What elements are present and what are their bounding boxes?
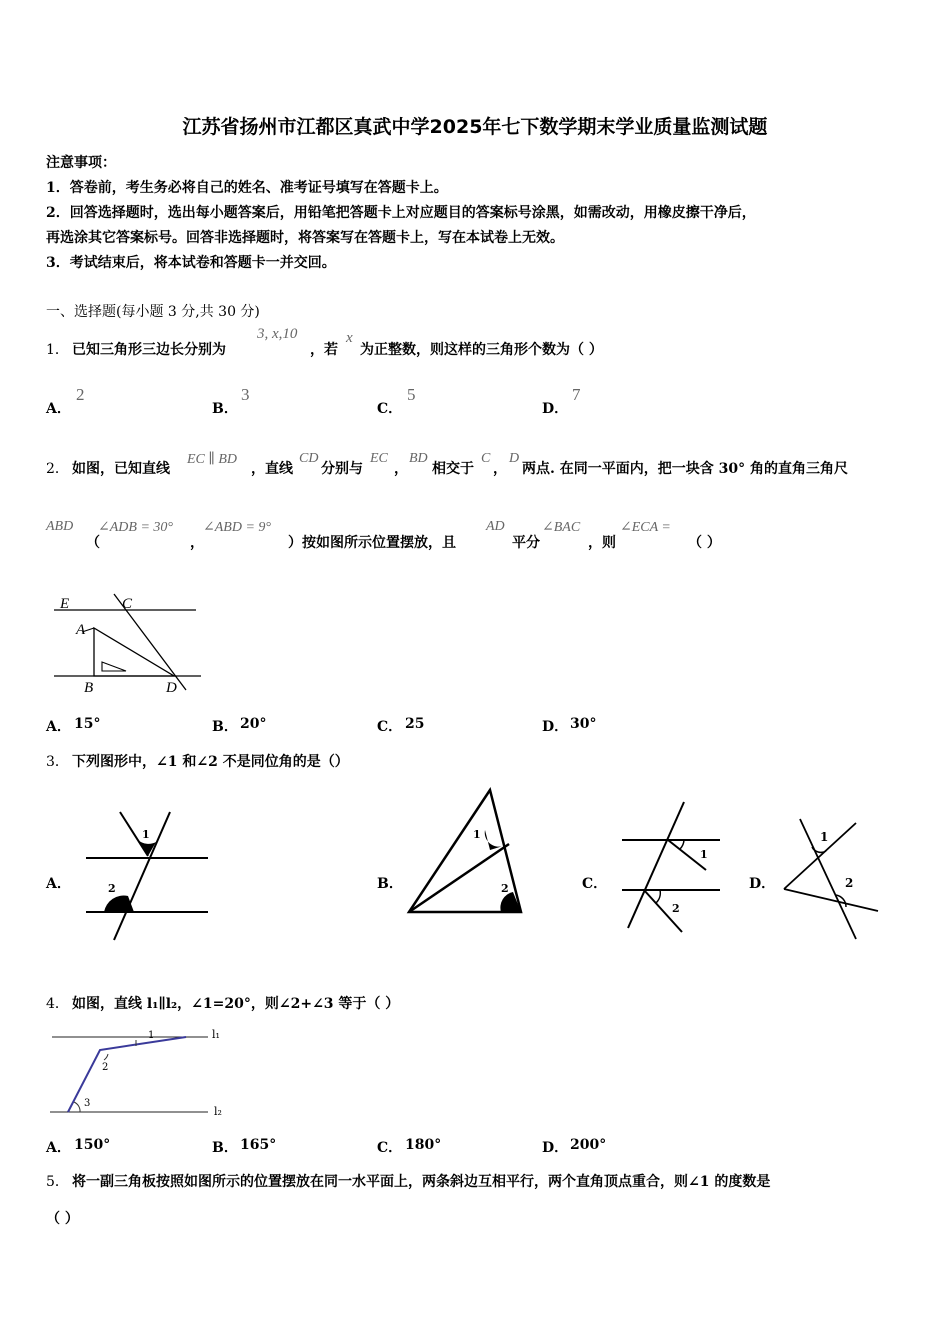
q5-text-2: （ ） xyxy=(46,1211,79,1227)
q4-option-c-value: 180° xyxy=(405,1137,442,1153)
q4-option-a-label[interactable]: A． xyxy=(46,1140,71,1156)
q1-math: 3, x,10 xyxy=(257,326,298,342)
q2-math: ∠ABD = 9° xyxy=(203,520,271,535)
q5-text: 将一副三角板按照如图所示的位置摆放在同一水平面上，两条斜边互相平行，两个直角顶点重合，则∠1 的度数是 xyxy=(72,1174,771,1190)
q2-math: AD xyxy=(486,519,505,534)
q3-text: 下列图形中，∠1 和∠2 不是同位角的是（） xyxy=(72,754,349,770)
section-heading: 一、选择题(每小题 3 分,共 30 分) xyxy=(46,304,260,320)
q2-math: CD xyxy=(299,451,319,466)
page-title: 江苏省扬州市江都区真武中学2025年七下数学期末学业质量监测试题 xyxy=(182,116,768,138)
notice-item: 1．答卷前，考生务必将自己的姓名、准考证号填写在答题卡上。 xyxy=(46,180,448,196)
q3-option-b-label[interactable]: B． xyxy=(377,876,403,892)
q3-number: 3． xyxy=(46,754,69,770)
q2-math: BD xyxy=(409,451,428,466)
q4-option-b-value: 165° xyxy=(240,1137,277,1153)
notice-item: 2．回答选择题时，选出每小题答案后，用铅笔把答题卡上对应题目的答案标号涂黑，如需改动，用橡皮擦干净后， xyxy=(46,205,756,221)
q1-number: 1． xyxy=(46,342,69,358)
q2-fig-label-e: E xyxy=(60,596,70,612)
q2-text: 分别与 xyxy=(321,461,363,477)
q2-option-a-label[interactable]: A． xyxy=(46,719,71,735)
notice-heading: 注意事项： xyxy=(46,155,116,171)
q3-figure-c xyxy=(620,800,725,935)
q2-option-c-value: 25 xyxy=(405,716,425,732)
q2-text: 相交于 xyxy=(432,461,474,477)
q1-option-b-value: 3 xyxy=(241,385,250,404)
q2-text: ，直线 xyxy=(251,461,293,477)
q5-number: 5． xyxy=(46,1174,69,1190)
q2-text: ，则 xyxy=(588,535,616,551)
q2-fig-label-b: B xyxy=(84,680,94,696)
q3b-angle-1: 1 xyxy=(473,828,481,841)
q2-text: （ xyxy=(86,535,100,551)
q1-math: x xyxy=(346,330,353,346)
q2-option-b-value: 20° xyxy=(240,716,267,732)
q2-fig-label-a: A xyxy=(76,622,86,638)
q4-figure xyxy=(46,1024,236,1120)
q3-figure-d xyxy=(782,815,882,943)
q2-text: 平分 xyxy=(512,535,540,551)
q2-option-c-label[interactable]: C． xyxy=(377,719,403,735)
q2-text: 如图，已知直线 xyxy=(72,461,170,477)
q4-option-d-value: 200° xyxy=(570,1137,607,1153)
notice-item: 再选涂其它答案标号。回答非选择题时，将答案写在答题卡上，写在本试卷上无效。 xyxy=(46,230,564,246)
q2-math: ∠ADB = 30° xyxy=(98,520,173,535)
q4-fig-angle-2: 2 xyxy=(102,1062,109,1073)
q3c-angle-1: 1 xyxy=(700,848,708,861)
q2-math: ∠ECA = xyxy=(620,520,671,535)
q4-fig-angle-3: 3 xyxy=(84,1098,91,1109)
q3-figure-a xyxy=(84,810,214,945)
q1-text: 已知三角形三边长分别为 xyxy=(72,342,226,358)
q4-fig-angle-1: 1 xyxy=(148,1030,155,1041)
q2-fig-label-d: D xyxy=(166,680,177,696)
q2-option-d-label[interactable]: D． xyxy=(542,719,569,735)
notice-item: 3．考试结束后，将本试卷和答题卡一并交回。 xyxy=(46,255,336,271)
q2-math: C xyxy=(481,451,491,466)
q1-option-a-value: 2 xyxy=(76,385,85,404)
q4-option-c-label[interactable]: C． xyxy=(377,1140,403,1156)
q2-option-d-value: 30° xyxy=(570,716,597,732)
q2-text: ， xyxy=(493,461,507,477)
q2-math: EC ∥ BD xyxy=(187,452,238,467)
q2-text: ）按如图所示位置摆放，且 xyxy=(288,535,456,551)
q2-figure xyxy=(46,588,206,698)
q2-text: ， xyxy=(190,535,204,551)
q2-math: EC xyxy=(370,451,388,466)
q4-option-d-label[interactable]: D． xyxy=(542,1140,569,1156)
q1-option-c-label[interactable]: C． xyxy=(377,401,403,417)
q3-option-c-label[interactable]: C． xyxy=(582,876,608,892)
q3a-angle-1: 1 xyxy=(142,828,150,841)
q1-option-d-value: 7 xyxy=(572,385,581,404)
q2-option-b-label[interactable]: B． xyxy=(212,719,238,735)
q3-figure-b xyxy=(405,788,530,918)
q2-option-a-value: 15° xyxy=(74,716,101,732)
q1-option-a-label[interactable]: A． xyxy=(46,401,71,417)
q2-text: ， xyxy=(394,461,408,477)
q2-text: （ ） xyxy=(688,535,721,551)
q4-text: 如图，直线 l₁∥l₂，∠1=20°，则∠2+∠3 等于（ ） xyxy=(72,996,400,1012)
q2-fig-label-c: C xyxy=(122,596,133,612)
q3-option-d-label[interactable]: D． xyxy=(749,876,776,892)
q1-text: 为正整数，则这样的三角形个数为（ ） xyxy=(360,342,603,358)
q2-math: ABD xyxy=(46,519,74,534)
q4-fig-label-l1: l₁ xyxy=(212,1028,220,1041)
q2-math: ∠BAC xyxy=(542,520,581,535)
q2-number: 2． xyxy=(46,461,69,477)
q3d-angle-2: 2 xyxy=(845,876,854,890)
q1-option-d-label[interactable]: D． xyxy=(542,401,569,417)
q4-number: 4． xyxy=(46,996,69,1012)
q1-text: ，若 xyxy=(310,342,338,358)
q2-math: D xyxy=(509,451,520,466)
q3-option-a-label[interactable]: A． xyxy=(46,876,71,892)
q2-text: 两点. 在同一平面内，把一块含 30° 角的直角三角尺 xyxy=(522,461,848,477)
q4-fig-label-l2: l₂ xyxy=(214,1105,222,1118)
q4-option-b-label[interactable]: B． xyxy=(212,1140,238,1156)
q3b-angle-2: 2 xyxy=(501,882,509,895)
q4-option-a-value: 150° xyxy=(74,1137,111,1153)
q3d-angle-1: 1 xyxy=(820,830,829,844)
q1-option-b-label[interactable]: B． xyxy=(212,401,238,417)
q1-option-c-value: 5 xyxy=(407,385,416,404)
q3c-angle-2: 2 xyxy=(672,902,680,915)
q3a-angle-2: 2 xyxy=(108,882,116,895)
